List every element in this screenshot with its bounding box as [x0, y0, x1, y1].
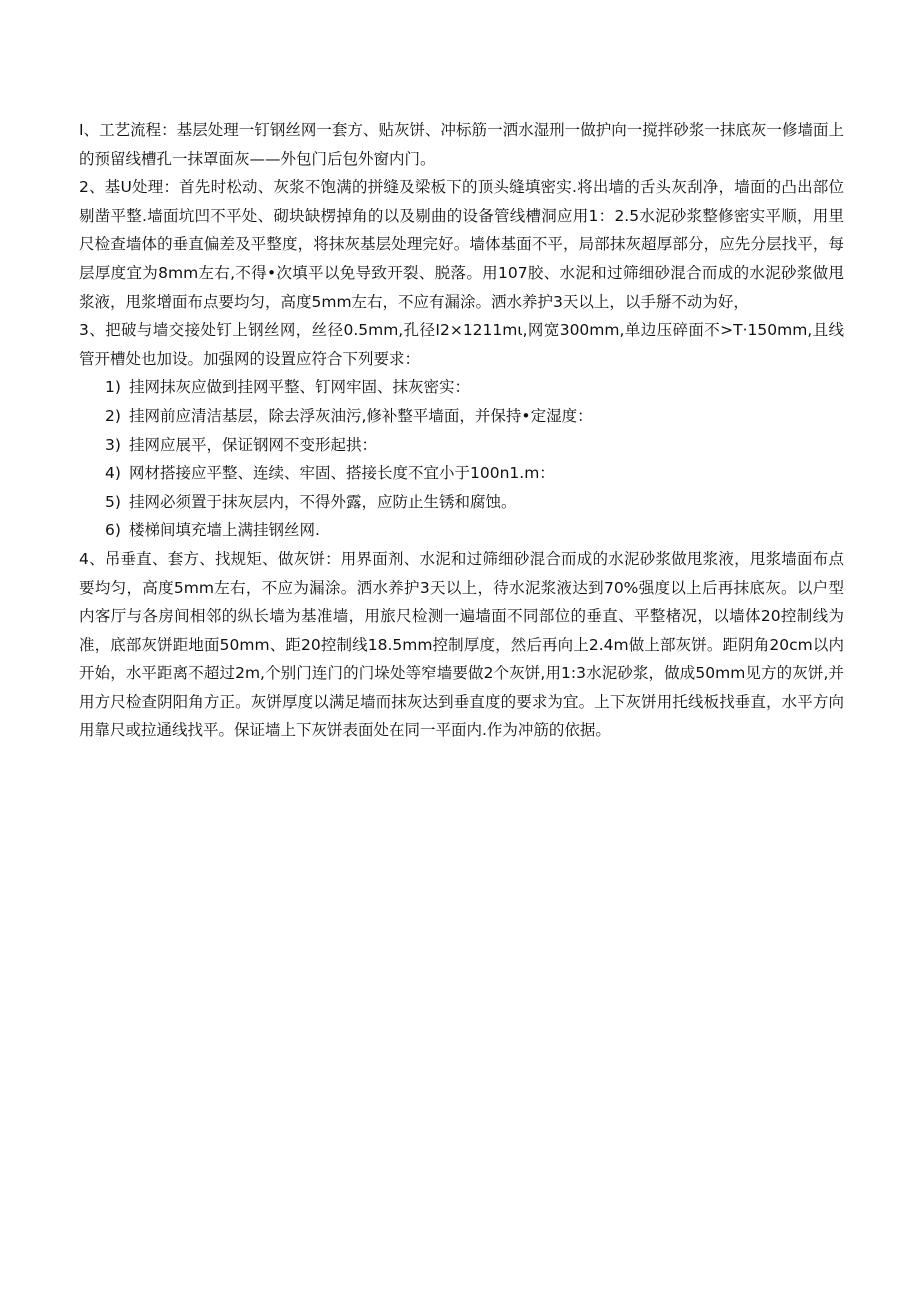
list-item-text: 挂网必须置于抹灰层内，不得外露，应防止生锈和腐蚀。	[129, 492, 517, 511]
list-item	[79, 402, 844, 431]
list-item	[79, 459, 844, 488]
list-item-number: 2)	[105, 406, 121, 425]
list-item	[79, 516, 844, 545]
list-item-text: 楼梯间填充墙上满挂钢丝网.	[129, 521, 320, 540]
list-item-number: 1)	[105, 378, 121, 397]
list-item	[79, 373, 844, 402]
section-4-paragraph: 4、吊垂直、套方、找规矩、做灰饼：用界面剂、水泥和过筛细砂混合而成的水泥砂浆做甩浆液，甩浆墙面布点要均匀，高度5mm左右，不应为漏涂。洒水养护3天以上，待水泥浆液达到70%强度以上后再抹底灰。以户型内客厅与各房间相邻的纵长墙为基准墙，用旅尺检测一遍墙面不同部位的垂直、平整楮况，以墙体20控制线为准，底部灰饼距地面50mm、距20控制线18.5mm控制厚度，然后再向上2.4m做上部灰饼。距阴角20cm以内开始，水平距离不超过2m,个别门连门的门垛处等窄墙要做2个灰饼,用1:3水泥砂浆，做成50mm见方的灰饼,并用方尺检查阴阳角方正。灰饼厚度以满足墙而抹灰达到垂直度的要求为宜。上下灰饼用托线板找垂直，水平方向用靠尺或拉通线找平。保证墙上下灰饼表面处在同一平面内.作为冲筋的依据。	[79, 549, 844, 740]
list-item	[79, 488, 844, 517]
requirements-list	[79, 373, 844, 545]
list-item-text: 挂网应展平，保证钢网不变形起拱：	[129, 435, 378, 454]
section-1-paragraph: I、工艺流程：基层处理一钉钢丝网一套方、贴灰饼、冲标筋一洒水湿刑一做护向一搅拌砂浆一抹底灰一修墙面上的预留线槽孔一抹罩面灰——外包门后包外窗内门。	[79, 121, 844, 168]
section-3-paragraph: 3、把破与墙交接处钉上钢丝网，丝径0.5mm,孔径I2×1211mι,网宽300mm,单边压碎面不>T·150mm,且线管开槽处也加设。加强网的设置应符合下列要求：	[79, 321, 844, 368]
list-item	[79, 431, 844, 460]
list-item-number: 5)	[105, 492, 121, 511]
list-item-text: 挂网抹灰应做到挂网平整、钉网牢固、抹灰密实：	[129, 378, 471, 397]
list-item-text: 网材搭接应平整、连续、牢固、搭接长度不宜小于100n1.m：	[129, 464, 555, 483]
list-item-number: 3)	[105, 435, 121, 454]
document-body	[79, 116, 844, 745]
list-item-text: 挂网前应清洁基层，除去浮灰油污,修补整平墙面，并保持•定湿度：	[129, 406, 593, 425]
section-2-paragraph: 2、基U处理：首先时松动、灰浆不饱满的拼缝及梁板下的顶头缝填密实.将出墙的舌头灰刮净，墙面的凸出部位剔凿平整.墙面坑凹不平处、砌块缺楞掉角的以及剔曲的设备管线槽洞应用1：2.5水泥砂浆整修密实平顺，用里尺检查墙体的垂直偏差及平整度，将抹灰基层处理完好。墙体基面不平，局部抹灰超厚部分，应先分层找平，每层厚度宜为8mm左右,不得•次填平以免导致开裂、脱落。用107胶、水泥和过筛细砂混合而成的水泥砂浆做甩浆液，甩浆增面布点要均匀，高度5mm左右，不应有漏涂。洒水养护3天以上，以手掰不动为好，	[79, 178, 844, 311]
list-item-number: 6)	[105, 521, 121, 540]
list-item-number: 4)	[105, 464, 121, 483]
